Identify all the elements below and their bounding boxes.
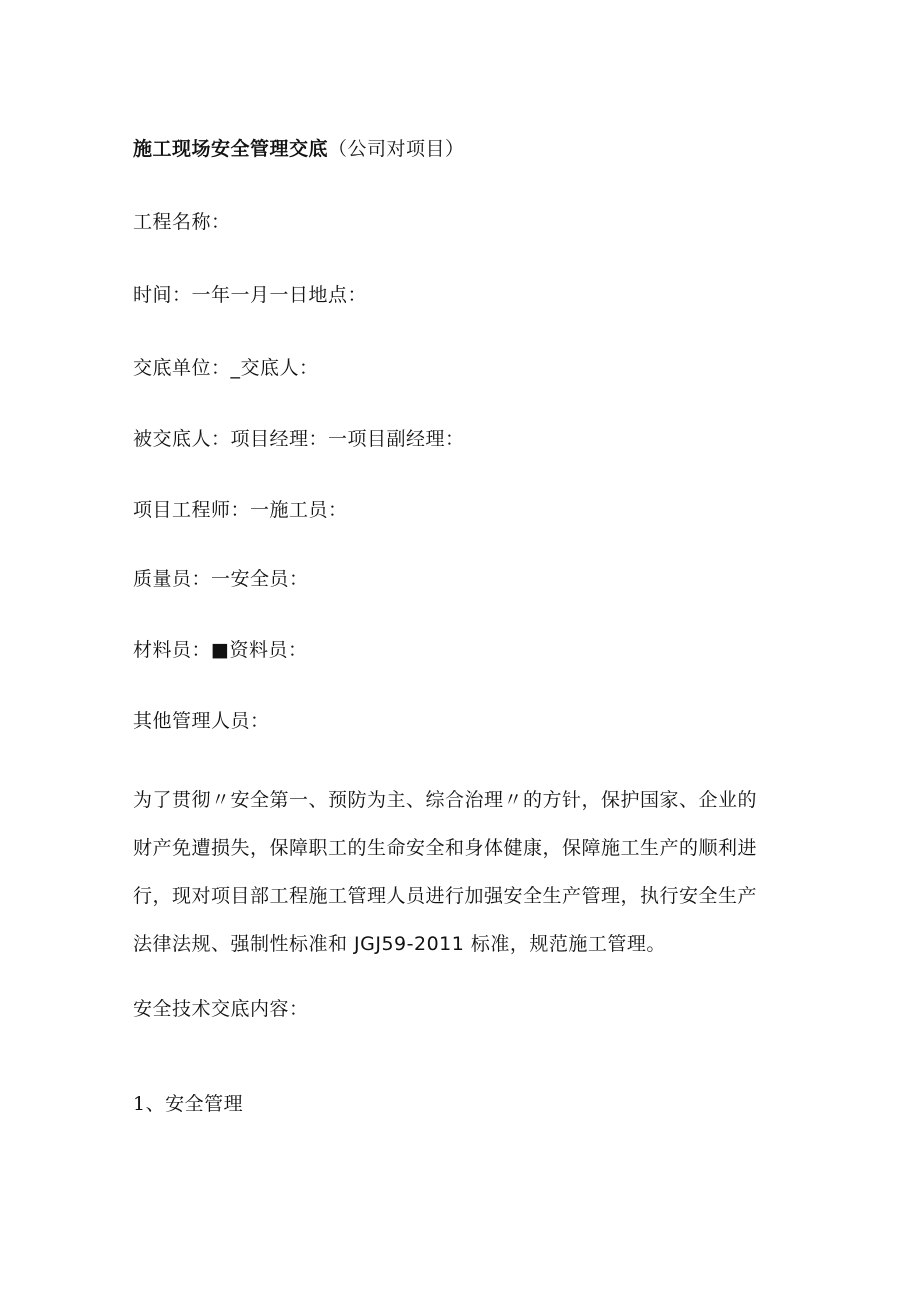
section-heading: 1、安全管理 [133, 1093, 244, 1115]
title-main: 施工现场安全管理交底 [133, 138, 329, 160]
intro-paragraph [133, 776, 793, 968]
field-time-location: 时间：一年一月一日地点： [133, 284, 368, 306]
field-quality-safety: 质量员：一安全员： [133, 568, 309, 590]
paragraph-line: 为了贯彻〃安全第一、预防为主、综合治理〃的方针，保护国家、企业的 [133, 789, 758, 811]
paragraph-line: 行，现对项目部工程施工管理人员进行加强安全生产管理，执行安全生产 [133, 885, 758, 907]
field-unit-person: 交底单位：_交底人： [133, 357, 319, 379]
content-heading: 安全技术交底内容： [133, 998, 309, 1020]
field-other-staff: 其他管理人员： [133, 710, 270, 732]
field-project-name: 工程名称： [133, 211, 231, 233]
field-materials-records: 材料员：■资料员： [133, 639, 308, 661]
field-engineer-builder: 项目工程师：一施工员： [133, 499, 348, 521]
paragraph-line: 法律法规、强制性标准和 JGJ59-2011 标准，规范施工管理。 [133, 933, 666, 955]
document-title [133, 137, 465, 161]
paragraph-line: 财产免遭损失，保障职工的生命安全和身体健康，保障施工生产的顺利进 [133, 837, 758, 859]
field-recipients-managers: 被交底人：项目经理：一项目副经理： [133, 428, 465, 450]
title-subtitle: （公司对项目） [328, 138, 465, 160]
